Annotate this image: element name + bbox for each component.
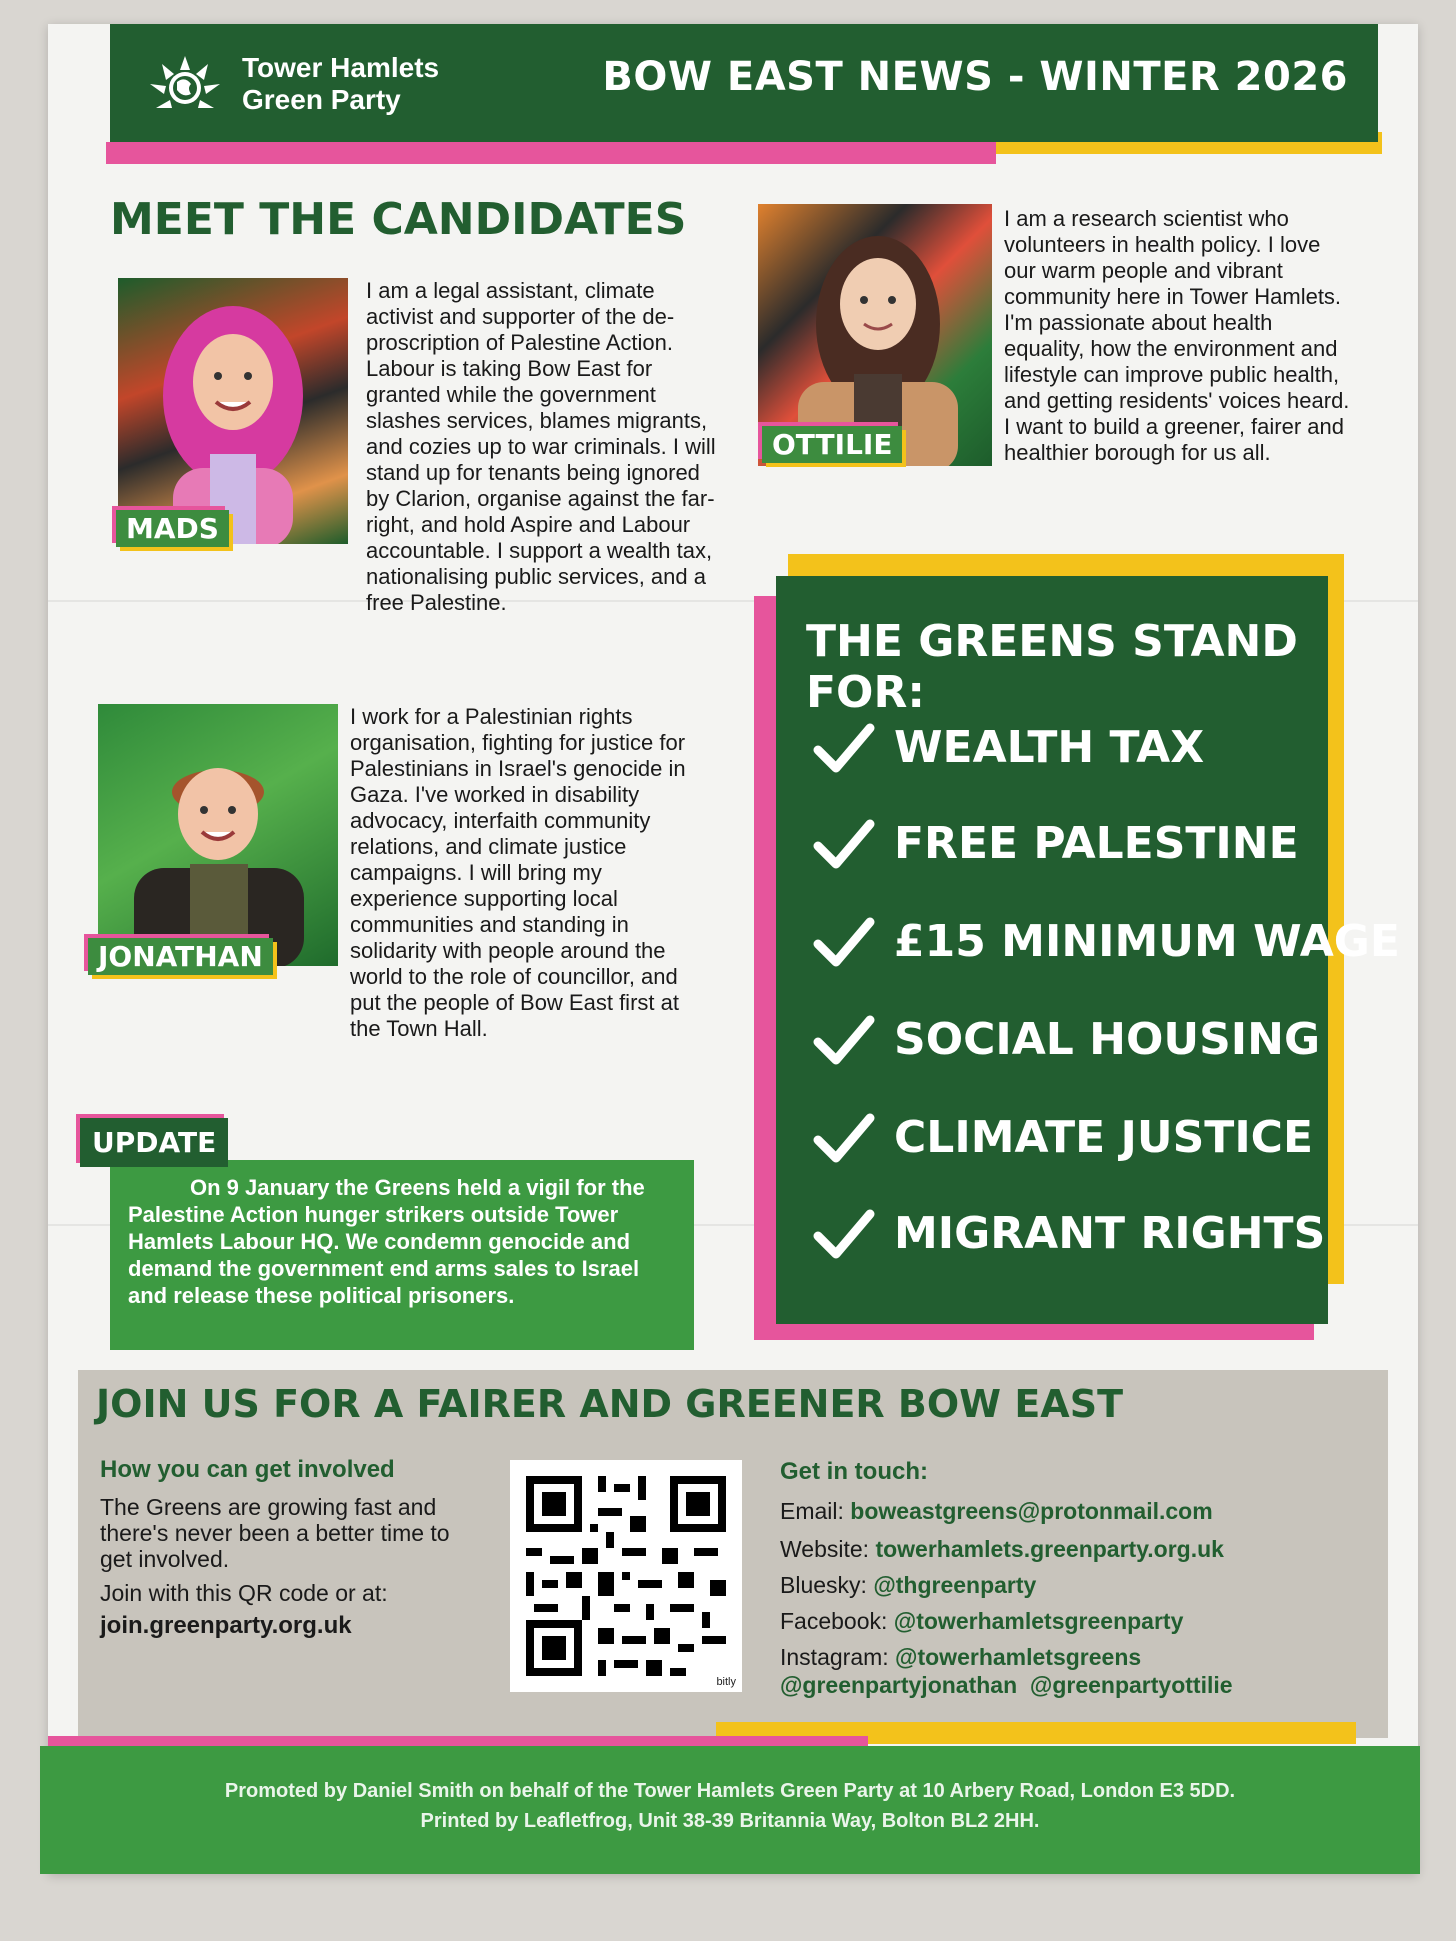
checkmark-icon xyxy=(812,1110,876,1166)
involved-text: The Greens are growing fast and there's never been a better time to get involved. xyxy=(100,1494,450,1572)
contact-instagram xyxy=(780,1644,1141,1671)
candidate-name-tag-mads: MADS xyxy=(116,510,229,547)
contact-label: Facebook: xyxy=(780,1608,888,1634)
contact-label: Email: xyxy=(780,1498,844,1524)
contact-label: Website: xyxy=(780,1536,870,1562)
update-tag: UPDATE xyxy=(80,1118,228,1167)
issue-title: BOW EAST NEWS - WINTER 2026 xyxy=(602,54,1348,100)
checkmark-icon xyxy=(812,914,876,970)
contact-facebook xyxy=(780,1608,1183,1635)
portrait-illustration xyxy=(98,704,338,966)
party-name-line2: Green Party xyxy=(242,84,401,115)
candidate-photo-mads xyxy=(118,278,348,544)
contact-label: Bluesky: xyxy=(780,1572,867,1598)
party-name xyxy=(242,52,439,116)
contact-facebook-link[interactable]: @towerhamletsgreenparty xyxy=(893,1608,1184,1634)
contact-instagram-extra-links[interactable]: @greenpartyjonathan @greenpartyottilie xyxy=(780,1672,1233,1698)
qr-code-icon xyxy=(510,1460,742,1692)
accent-bar-pink xyxy=(106,142,996,164)
policy-item-label: CLIMATE JUSTICE xyxy=(894,1112,1314,1163)
candidate-name-tag-ottilie: OTTILIE xyxy=(762,426,902,463)
policy-item-label: £15 MINIMUM WAGE xyxy=(894,916,1400,967)
green-party-logo-icon xyxy=(144,50,226,120)
party-name-line1: Tower Hamlets xyxy=(242,52,440,83)
involved-heading: How you can get involved xyxy=(100,1456,395,1483)
policy-panel xyxy=(776,576,1400,1324)
candidate-name-tag-jonathan: JONATHAN xyxy=(88,938,273,975)
qr-code[interactable] xyxy=(510,1460,742,1692)
checkmark-icon xyxy=(812,1206,876,1262)
contact-bluesky-link[interactable]: @thgreenparty xyxy=(873,1572,1037,1598)
portrait-illustration xyxy=(118,278,348,544)
footer-printed-by: Printed by Leafletfrog, Unit 38-39 Britannia Way, Bolton BL2 2HH. xyxy=(420,1810,1040,1832)
policy-panel-title: THE GREENS STAND FOR: xyxy=(806,616,1298,718)
join-link[interactable]: join.greenparty.org.uk xyxy=(100,1612,352,1639)
header-banner xyxy=(110,24,1378,142)
contact-website-link[interactable]: towerhamlets.greenparty.org.uk xyxy=(875,1536,1224,1562)
policy-item-label: MIGRANT RIGHTS xyxy=(894,1208,1326,1259)
footer-promoted-by: Promoted by Daniel Smith on behalf of the Tower Hamlets Green Party at 10 Arbery Road, London E3 5DD. xyxy=(224,1780,1236,1802)
footer xyxy=(40,1746,1420,1874)
join-title: JOIN US FOR A FAIRER AND GREENER BOW EAST xyxy=(96,1382,1123,1426)
join-instruction: Join with this QR code or at: xyxy=(100,1580,388,1606)
contact-website xyxy=(780,1536,1224,1563)
candidate-bio-mads: I am a legal assistant, climate activist and supporter of the de-proscription of Palestine Action. Labour is taking Bow East for granted while the government slashes services, blames migrants, and cozies up to war criminals. I will stand up for tenants being ignored by Clarion, organise against the far-right, and hold Aspire and Labour accountable. I support a wealth tax, nationalising public services, and a free Palestine. xyxy=(366,278,716,615)
candidate-bio-jonathan: I work for a Palestinian rights organisation, fighting for justice for Palestinians in Israel's genocide in Gaza. I've worked in disability advocacy, interfaith community relations, and climate justice campaigns. I will bring my experience supporting local communities and standing in solidarity with people around the world to the role of councillor, and put the people of Bow East first at the Town Hall. xyxy=(350,704,686,1041)
candidate-photo-jonathan xyxy=(98,704,338,966)
contact-heading: Get in touch: xyxy=(780,1458,928,1485)
contact-label: Instagram: xyxy=(780,1644,889,1670)
leaflet xyxy=(48,24,1418,1874)
join-section xyxy=(78,1370,1388,1738)
contact-bluesky xyxy=(780,1572,1036,1599)
policy-item-label: WEALTH TAX xyxy=(894,722,1205,773)
candidate-bio-ottilie: I am a research scientist who volunteers in health policy. I love our warm people and vibrant community here in Tower Hamlets. I'm passionate about health equality, how the environment and lifestyle can improve public health, and getting residents' voices heard. I want to build a greener, fairer and healthier borough for us all. xyxy=(1004,206,1350,465)
checkmark-icon xyxy=(812,816,876,872)
candidates-title: MEET THE CANDIDATES xyxy=(110,194,687,245)
checkmark-icon xyxy=(812,1012,876,1068)
qr-brand-label: bitly xyxy=(716,1676,736,1688)
contact-instagram-link[interactable]: @towerhamletsgreens xyxy=(895,1644,1142,1670)
policy-item-label: SOCIAL HOUSING xyxy=(894,1014,1321,1065)
update-body: On 9 January the Greens held a vigil for the Palestine Action hunger strikers outside Tower Hamlets Labour HQ. We condemn genocide and demand the government end arms sales to Israel and release these political prisoners. xyxy=(128,1175,645,1308)
contact-instagram-extra xyxy=(780,1672,1233,1699)
contact-email-link[interactable]: boweastgreens@protonmail.com xyxy=(850,1498,1213,1524)
policy-item-label: FREE PALESTINE xyxy=(894,818,1299,869)
contact-email xyxy=(780,1498,1213,1525)
checkmark-icon xyxy=(812,720,876,776)
update-text xyxy=(128,1174,676,1309)
